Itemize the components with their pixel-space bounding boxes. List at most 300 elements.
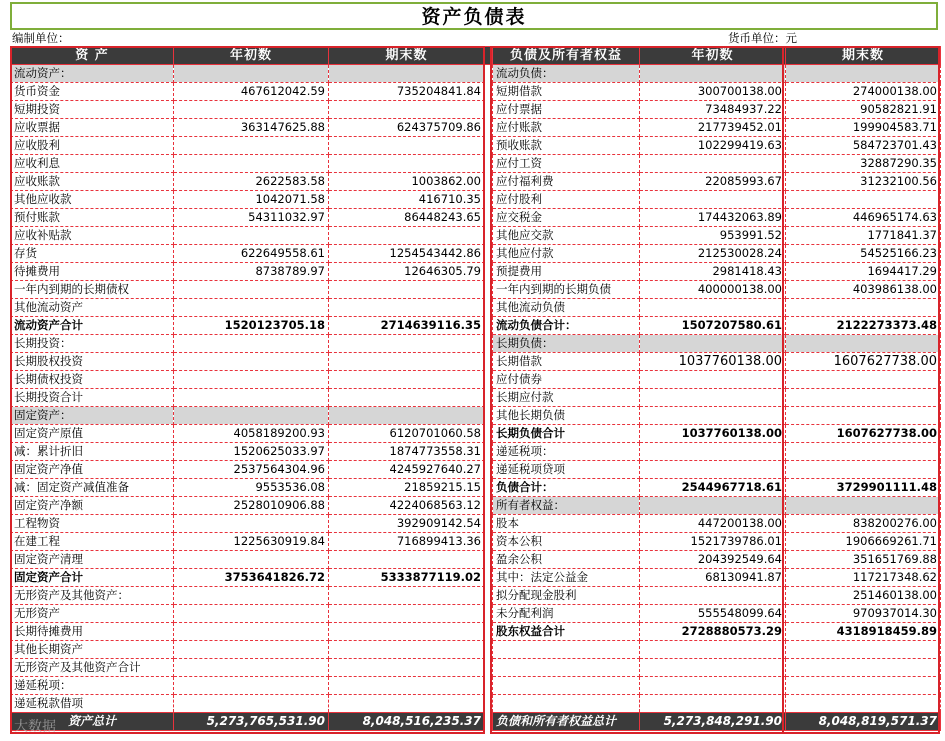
asset-end-value: 1874773558.31 <box>329 443 485 461</box>
liability-begin-value: 217739452.01 <box>640 119 786 137</box>
liability-label: 其中：法定公益金 <box>493 569 640 587</box>
liability-label: 应交税金 <box>493 209 640 227</box>
table-row <box>11 551 941 569</box>
column-gap <box>485 173 493 191</box>
asset-end-value: 735204841.84 <box>329 83 485 101</box>
liability-label: 资本公积 <box>493 533 640 551</box>
liability-end-value: 1607627738.00 <box>786 425 941 443</box>
column-gap <box>485 335 493 353</box>
table-row <box>11 533 941 551</box>
liability-label: 未分配利润 <box>493 605 640 623</box>
header-begin-2: 年初数 <box>640 47 786 65</box>
asset-end-value <box>329 155 485 173</box>
liability-label: 预提费用 <box>493 263 640 281</box>
asset-begin-value <box>174 227 329 245</box>
column-gap <box>485 191 493 209</box>
liability-begin-value: 73484937.22 <box>640 101 786 119</box>
asset-end-value <box>329 659 485 677</box>
liability-label <box>493 695 640 713</box>
asset-begin-value: 54311032.97 <box>174 209 329 227</box>
liability-begin-value: 1037760138.00 <box>640 425 786 443</box>
asset-end-value: 4245927640.27 <box>329 461 485 479</box>
table-row <box>11 245 941 263</box>
liability-label: 应付工资 <box>493 155 640 173</box>
asset-begin-value <box>174 389 329 407</box>
asset-end-value: 5333877119.02 <box>329 569 485 587</box>
column-gap <box>485 353 493 371</box>
asset-begin-value: 4058189200.93 <box>174 425 329 443</box>
asset-label: 无形资产 <box>11 605 174 623</box>
column-gap <box>485 209 493 227</box>
asset-begin-value: 1225630919.84 <box>174 533 329 551</box>
liability-end-value <box>786 641 941 659</box>
liability-label: 一年内到期的长期负债 <box>493 281 640 299</box>
liability-end-value: 2122273373.48 <box>786 317 941 335</box>
asset-label: 应收票据 <box>11 119 174 137</box>
liability-label: 拟分配现金股利 <box>493 587 640 605</box>
liability-label: 长期借款 <box>493 353 640 371</box>
asset-label: 货币资金 <box>11 83 174 101</box>
table-row <box>11 461 941 479</box>
liability-begin-value: 400000138.00 <box>640 281 786 299</box>
liability-label <box>493 641 640 659</box>
asset-end-value: 21859215.15 <box>329 479 485 497</box>
asset-label: 工程物资 <box>11 515 174 533</box>
report-title: 资产负债表 <box>421 6 527 28</box>
liability-end-value <box>786 461 941 479</box>
table-row <box>11 209 941 227</box>
liability-end-value: 1694417.29 <box>786 263 941 281</box>
asset-label: 长期股权投资 <box>11 353 174 371</box>
liability-label: 递延税项： <box>493 443 640 461</box>
asset-label: 流动资产合计 <box>11 317 174 335</box>
asset-label: 固定资产净额 <box>11 497 174 515</box>
column-gap <box>485 317 493 335</box>
liability-end-value: 90582821.91 <box>786 101 941 119</box>
liability-end-value <box>786 389 941 407</box>
title-box <box>10 2 938 30</box>
asset-end-value: 716899413.36 <box>329 533 485 551</box>
asset-end-value <box>329 335 485 353</box>
asset-end-value <box>329 299 485 317</box>
liability-label <box>493 659 640 677</box>
table-row <box>11 587 941 605</box>
asset-label: 固定资产： <box>11 407 174 425</box>
column-gap <box>485 677 493 695</box>
asset-end-value: 12646305.79 <box>329 263 485 281</box>
liability-begin-value: 953991.52 <box>640 227 786 245</box>
column-gap <box>485 497 493 515</box>
liability-label: 应付票据 <box>493 101 640 119</box>
liability-end-value: 117217348.62 <box>786 569 941 587</box>
column-gap <box>485 587 493 605</box>
asset-label: 递延税款借项 <box>11 695 174 713</box>
liability-end-value <box>786 443 941 461</box>
asset-end-value <box>329 65 485 83</box>
asset-label: 预付账款 <box>11 209 174 227</box>
liability-begin-value: 1507207580.61 <box>640 317 786 335</box>
asset-label: 应收补贴款 <box>11 227 174 245</box>
asset-label: 应收股利 <box>11 137 174 155</box>
column-gap <box>485 461 493 479</box>
liability-begin-value <box>640 497 786 515</box>
liability-end-value <box>786 191 941 209</box>
liability-label: 递延税项贷项 <box>493 461 640 479</box>
column-gap <box>485 371 493 389</box>
liability-end-value: 54525166.23 <box>786 245 941 263</box>
liability-label: 股本 <box>493 515 640 533</box>
asset-begin-value: 622649558.61 <box>174 245 329 263</box>
asset-label: 一年内到期的长期债权 <box>11 281 174 299</box>
liability-begin-value <box>640 389 786 407</box>
asset-end-value: 86448243.65 <box>329 209 485 227</box>
asset-label: 固定资产清理 <box>11 551 174 569</box>
asset-begin-value <box>174 623 329 641</box>
asset-end-value: 416710.35 <box>329 191 485 209</box>
liability-begin-value: 212530028.24 <box>640 245 786 263</box>
table-row <box>11 605 941 623</box>
asset-begin-value: 1042071.58 <box>174 191 329 209</box>
liability-begin-value: 1521739786.01 <box>640 533 786 551</box>
asset-label: 长期投资合计 <box>11 389 174 407</box>
total-liab-end: 8,048,819,571.37 <box>786 713 941 731</box>
header-assets: 资 产 <box>11 47 174 65</box>
asset-begin-value <box>174 155 329 173</box>
liability-label: 长期负债合计 <box>493 425 640 443</box>
table-row <box>11 425 941 443</box>
asset-end-value: 1254543442.86 <box>329 245 485 263</box>
header-row <box>11 47 941 65</box>
liability-end-value: 251460138.00 <box>786 587 941 605</box>
asset-label: 其他流动资产 <box>11 299 174 317</box>
liability-begin-value <box>640 371 786 389</box>
asset-begin-value: 9553536.08 <box>174 479 329 497</box>
column-gap <box>485 65 493 83</box>
column-gap <box>485 299 493 317</box>
column-gap <box>485 137 493 155</box>
liability-label: 应付福利费 <box>493 173 640 191</box>
total-assets-label: 资产总计 <box>11 713 174 731</box>
asset-label: 减：累计折旧 <box>11 443 174 461</box>
asset-begin-value <box>174 353 329 371</box>
liability-label: 流动负债合计： <box>493 317 640 335</box>
asset-begin-value <box>174 137 329 155</box>
liability-label: 流动负债： <box>493 65 640 83</box>
table-row <box>11 677 941 695</box>
table-row <box>11 371 941 389</box>
header-begin: 年初数 <box>174 47 329 65</box>
liability-label: 应付账款 <box>493 119 640 137</box>
asset-end-value <box>329 551 485 569</box>
asset-begin-value <box>174 659 329 677</box>
liability-begin-value <box>640 587 786 605</box>
table-row <box>11 569 941 587</box>
liability-label: 预收账款 <box>493 137 640 155</box>
liability-label: 其他应付款 <box>493 245 640 263</box>
column-gap <box>485 533 493 551</box>
asset-end-value <box>329 137 485 155</box>
asset-begin-value <box>174 551 329 569</box>
liability-begin-value <box>640 191 786 209</box>
liability-label: 长期应付款 <box>493 389 640 407</box>
column-gap <box>485 569 493 587</box>
asset-begin-value <box>174 65 329 83</box>
asset-begin-value: 2622583.58 <box>174 173 329 191</box>
table-row <box>11 65 941 83</box>
asset-begin-value: 2537564304.96 <box>174 461 329 479</box>
table-row <box>11 263 941 281</box>
liability-begin-value: 102299419.63 <box>640 137 786 155</box>
asset-end-value <box>329 677 485 695</box>
liability-label: 其他应交款 <box>493 227 640 245</box>
liability-end-value: 3729901111.48 <box>786 479 941 497</box>
liability-end-value: 199904583.71 <box>786 119 941 137</box>
liability-begin-value: 300700138.00 <box>640 83 786 101</box>
liability-label: 所有者权益： <box>493 497 640 515</box>
asset-end-value <box>329 101 485 119</box>
asset-end-value <box>329 227 485 245</box>
table-row <box>11 641 941 659</box>
liability-begin-value <box>640 65 786 83</box>
liability-end-value: 1906669261.71 <box>786 533 941 551</box>
liability-begin-value: 447200138.00 <box>640 515 786 533</box>
asset-end-value <box>329 281 485 299</box>
liability-end-value <box>786 407 941 425</box>
liability-label: 股东权益合计 <box>493 623 640 641</box>
asset-label: 应收利息 <box>11 155 174 173</box>
column-gap <box>485 119 493 137</box>
liability-end-value: 351651769.88 <box>786 551 941 569</box>
column-gap <box>485 227 493 245</box>
liability-end-value: 1607627738.00 <box>786 353 941 371</box>
liability-end-value <box>786 659 941 677</box>
asset-label: 在建工程 <box>11 533 174 551</box>
liability-label: 短期借款 <box>493 83 640 101</box>
asset-begin-value <box>174 605 329 623</box>
header-end: 期末数 <box>329 47 485 65</box>
liability-label: 应付股利 <box>493 191 640 209</box>
liability-begin-value <box>640 335 786 353</box>
total-row <box>11 713 941 731</box>
asset-end-value: 624375709.86 <box>329 119 485 137</box>
liability-end-value: 274000138.00 <box>786 83 941 101</box>
liability-begin-value <box>640 677 786 695</box>
liability-label: 长期负债： <box>493 335 640 353</box>
table-row <box>11 101 941 119</box>
asset-label: 固定资产合计 <box>11 569 174 587</box>
asset-begin-value: 1520123705.18 <box>174 317 329 335</box>
balance-sheet-table <box>10 46 941 731</box>
asset-label: 无形资产及其他资产： <box>11 587 174 605</box>
asset-begin-value <box>174 407 329 425</box>
asset-begin-value <box>174 335 329 353</box>
liability-end-value: 584723701.43 <box>786 137 941 155</box>
table-row <box>11 83 941 101</box>
asset-end-value <box>329 587 485 605</box>
asset-label: 其他长期资产 <box>11 641 174 659</box>
asset-label: 无形资产及其他资产合计 <box>11 659 174 677</box>
liability-end-value <box>786 695 941 713</box>
table-row <box>11 299 941 317</box>
column-gap <box>485 263 493 281</box>
asset-label: 短期投资 <box>11 101 174 119</box>
asset-begin-value <box>174 587 329 605</box>
liability-label: 盈余公积 <box>493 551 640 569</box>
liability-begin-value: 1037760138.00 <box>640 353 786 371</box>
asset-end-value <box>329 371 485 389</box>
asset-label: 流动资产： <box>11 65 174 83</box>
liability-end-value <box>786 299 941 317</box>
liability-begin-value: 555548099.64 <box>640 605 786 623</box>
column-gap <box>485 515 493 533</box>
liability-begin-value: 2544967718.61 <box>640 479 786 497</box>
column-gap <box>485 389 493 407</box>
total-gap <box>485 713 493 731</box>
liability-end-value: 446965174.63 <box>786 209 941 227</box>
column-gap <box>485 101 493 119</box>
asset-end-value: 6120701060.58 <box>329 425 485 443</box>
column-gap <box>485 623 493 641</box>
liability-begin-value: 204392549.64 <box>640 551 786 569</box>
liability-end-value <box>786 335 941 353</box>
asset-begin-value <box>174 371 329 389</box>
asset-begin-value: 467612042.59 <box>174 83 329 101</box>
asset-begin-value: 363147625.88 <box>174 119 329 137</box>
liability-begin-value <box>640 659 786 677</box>
liability-begin-value: 174432063.89 <box>640 209 786 227</box>
liability-begin-value <box>640 443 786 461</box>
asset-end-value: 392909142.54 <box>329 515 485 533</box>
liability-end-value <box>786 677 941 695</box>
asset-label: 固定资产原值 <box>11 425 174 443</box>
liability-label: 其他流动负债 <box>493 299 640 317</box>
liability-begin-value: 2728880573.29 <box>640 623 786 641</box>
liability-end-value <box>786 497 941 515</box>
asset-begin-value <box>174 677 329 695</box>
prepared-by-label: 编制单位： <box>12 31 70 45</box>
column-gap <box>485 479 493 497</box>
asset-end-value <box>329 605 485 623</box>
asset-end-value <box>329 407 485 425</box>
asset-end-value <box>329 353 485 371</box>
asset-label: 递延税项： <box>11 677 174 695</box>
table-row <box>11 353 941 371</box>
asset-begin-value: 1520625033.97 <box>174 443 329 461</box>
table-row <box>11 389 941 407</box>
asset-label: 减：固定资产减值准备 <box>11 479 174 497</box>
asset-label: 长期待摊费用 <box>11 623 174 641</box>
asset-end-value: 1003862.00 <box>329 173 485 191</box>
table-row <box>11 407 941 425</box>
total-liab-begin: 5,273,848,291.90 <box>640 713 786 731</box>
header-end-2: 期末数 <box>786 47 941 65</box>
table-row <box>11 695 941 713</box>
header-gap <box>485 47 493 65</box>
liability-label: 负债合计： <box>493 479 640 497</box>
column-gap <box>485 281 493 299</box>
liability-begin-value <box>640 695 786 713</box>
header-liabilities: 负债及所有者权益 <box>493 47 640 65</box>
asset-begin-value: 8738789.97 <box>174 263 329 281</box>
liability-begin-value <box>640 461 786 479</box>
table-row <box>11 227 941 245</box>
liability-end-value: 31232100.56 <box>786 173 941 191</box>
currency-unit-label: 货币单位：元 <box>728 31 797 45</box>
asset-label: 存货 <box>11 245 174 263</box>
table-row <box>11 155 941 173</box>
liability-end-value: 403986138.00 <box>786 281 941 299</box>
column-gap <box>485 605 493 623</box>
asset-end-value: 4224068563.12 <box>329 497 485 515</box>
table-row <box>11 515 941 533</box>
asset-label: 长期投资： <box>11 335 174 353</box>
total-assets-begin: 5,273,765,531.90 <box>174 713 329 731</box>
column-gap <box>485 443 493 461</box>
liability-end-value: 1771841.37 <box>786 227 941 245</box>
table-row <box>11 137 941 155</box>
liability-begin-value: 22085993.67 <box>640 173 786 191</box>
column-gap <box>485 83 493 101</box>
table-row <box>11 317 941 335</box>
liability-begin-value <box>640 407 786 425</box>
liability-label <box>493 677 640 695</box>
asset-end-value <box>329 695 485 713</box>
table-row <box>11 623 941 641</box>
table-row <box>11 173 941 191</box>
liability-end-value: 838200276.00 <box>786 515 941 533</box>
asset-begin-value <box>174 641 329 659</box>
liability-end-value: 4318918459.89 <box>786 623 941 641</box>
column-gap <box>485 407 493 425</box>
liability-begin-value <box>640 299 786 317</box>
liability-label: 应付债券 <box>493 371 640 389</box>
column-gap <box>485 425 493 443</box>
asset-label: 待摊费用 <box>11 263 174 281</box>
column-gap <box>485 551 493 569</box>
liability-end-value: 32887290.35 <box>786 155 941 173</box>
liability-begin-value: 68130941.87 <box>640 569 786 587</box>
asset-end-value: 2714639116.35 <box>329 317 485 335</box>
liability-begin-value <box>640 155 786 173</box>
table-row <box>11 335 941 353</box>
total-assets-end: 8,048,516,235.37 <box>329 713 485 731</box>
asset-label: 长期债权投资 <box>11 371 174 389</box>
asset-label: 应收账款 <box>11 173 174 191</box>
asset-begin-value: 2528010906.88 <box>174 497 329 515</box>
liability-end-value: 970937014.30 <box>786 605 941 623</box>
asset-begin-value <box>174 695 329 713</box>
asset-label: 固定资产净值 <box>11 461 174 479</box>
column-gap <box>485 641 493 659</box>
table-row <box>11 659 941 677</box>
asset-begin-value <box>174 299 329 317</box>
asset-end-value <box>329 389 485 407</box>
table-row <box>11 443 941 461</box>
total-liab-label: 负债和所有者权益总计 <box>493 713 640 731</box>
asset-label: 其他应收款 <box>11 191 174 209</box>
asset-begin-value <box>174 515 329 533</box>
liability-end-value <box>786 65 941 83</box>
column-gap <box>485 155 493 173</box>
table-row <box>11 119 941 137</box>
table-row <box>11 497 941 515</box>
liability-begin-value: 2981418.43 <box>640 263 786 281</box>
asset-begin-value <box>174 101 329 119</box>
asset-begin-value: 3753641826.72 <box>174 569 329 587</box>
asset-end-value <box>329 623 485 641</box>
liability-begin-value <box>640 641 786 659</box>
table-row <box>11 281 941 299</box>
